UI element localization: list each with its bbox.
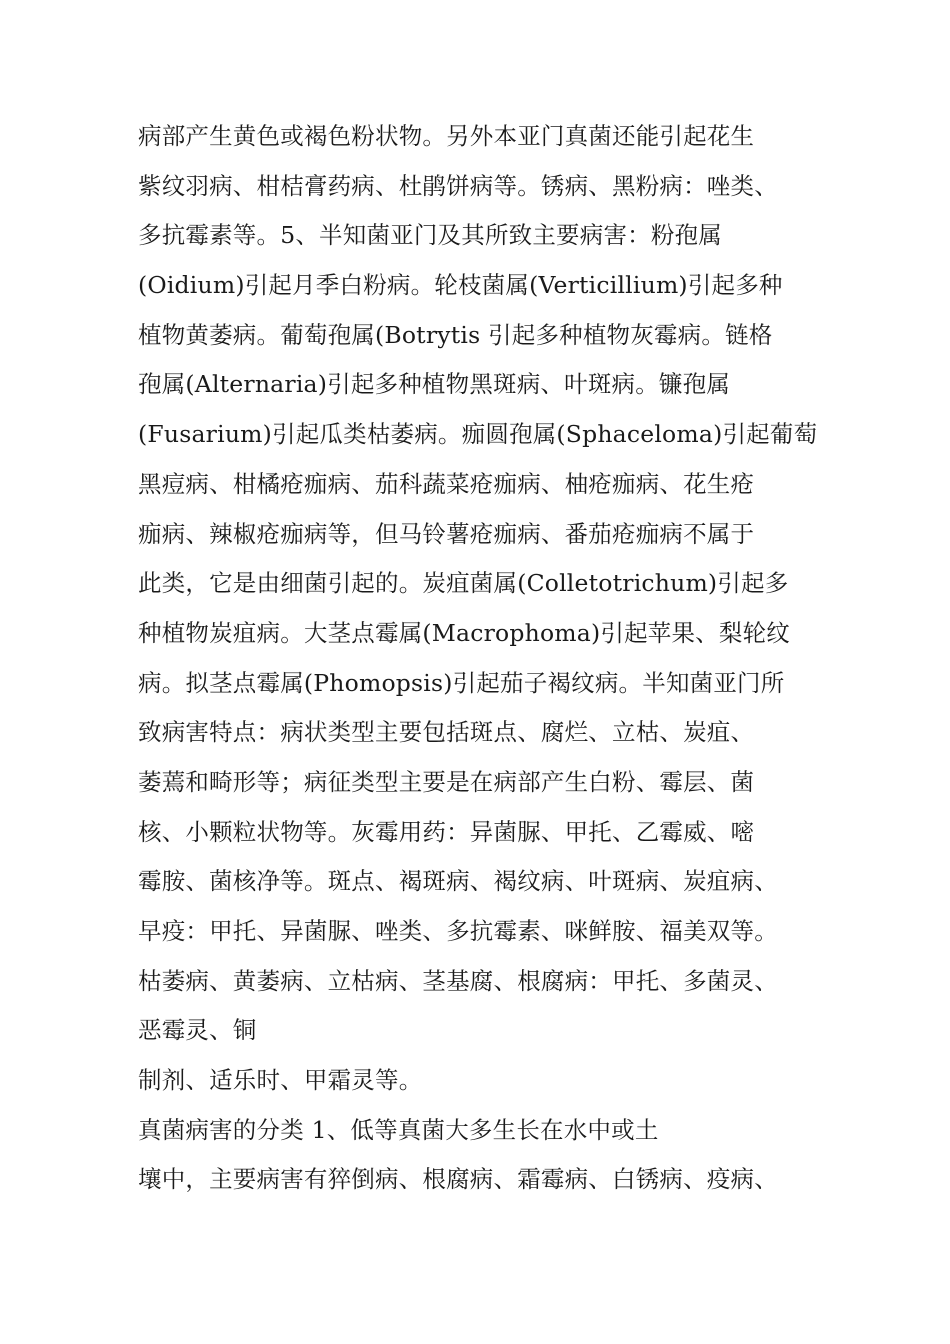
- text-line: 核、小颗粒状物等。灰霉用药：异菌脲、甲托、乙霉威、嘧: [138, 817, 755, 846]
- text-line: (Fusarium)引起瓜类枯萎病。痂圆孢属(Sphaceloma)引起葡萄: [138, 420, 818, 449]
- text-line: 此类，它是由细菌引起的。炭疽菌属(Colletotrichum)引起多: [138, 569, 789, 598]
- text-line: 霉胺、菌核净等。斑点、褐斑病、褐纹病、叶斑病、炭疽病、: [138, 867, 778, 896]
- text-line: 萎蔫和畸形等；病征类型主要是在病部产生白粉、霉层、菌: [138, 767, 755, 796]
- text-line: 制剂、适乐时、甲霜灵等。: [138, 1066, 423, 1095]
- text-line: 病。拟茎点霉属(Phomopsis)引起茄子褐纹病。半知菌亚门所: [138, 668, 785, 697]
- text-line: 致病害特点：病状类型主要包括斑点、腐烂、立枯、炭疽、: [138, 718, 755, 747]
- text-line: 紫纹羽病、柑桔膏药病、杜鹃饼病等。锈病、黑粉病：唑类、: [138, 171, 778, 200]
- text-line: 枯萎病、黄萎病、立枯病、茎基腐、根腐病：甲托、多菌灵、: [138, 966, 778, 995]
- text-line: 恶霉灵、铜: [138, 1016, 257, 1045]
- text-line: 病部产生黄色或褐色粉状物。另外本亚门真菌还能引起花生: [138, 122, 755, 150]
- text-line: 植物黄萎病。葡萄孢属(Botrytis 引起多种植物灰霉病。链格: [138, 320, 773, 349]
- text-line: 多抗霉素等。5、半知菌亚门及其所致主要病害：粉孢属: [138, 221, 722, 250]
- text-line: 痂病、辣椒疮痂病等，但马铃薯疮痂病、番茄疮痂病不属于: [138, 519, 755, 548]
- text-line: 孢属(Alternaria)引起多种植物黑斑病、叶斑病。镰孢属: [138, 370, 731, 399]
- text-line: 壤中，主要病害有猝倒病、根腐病、霜霉病、白锈病、疫病、: [138, 1165, 778, 1194]
- text-line: 黑痘病、柑橘疮痂病、茄科蔬菜疮痂病、柚疮痂病、花生疮: [138, 469, 755, 498]
- body-text: [138, 112, 838, 1205]
- text-line: 种植物炭疽病。大茎点霉属(Macrophoma)引起苹果、梨轮纹: [138, 618, 790, 647]
- text-line: (Oidium)引起月季白粉病。轮枝菌属(Verticillium)引起多种: [138, 271, 783, 300]
- text-line: 早疫：甲托、异菌脲、唑类、多抗霉素、咪鲜胺、福美双等。: [138, 917, 778, 945]
- text-line: 真菌病害的分类 1、低等真菌大多生长在水中或土: [138, 1115, 659, 1144]
